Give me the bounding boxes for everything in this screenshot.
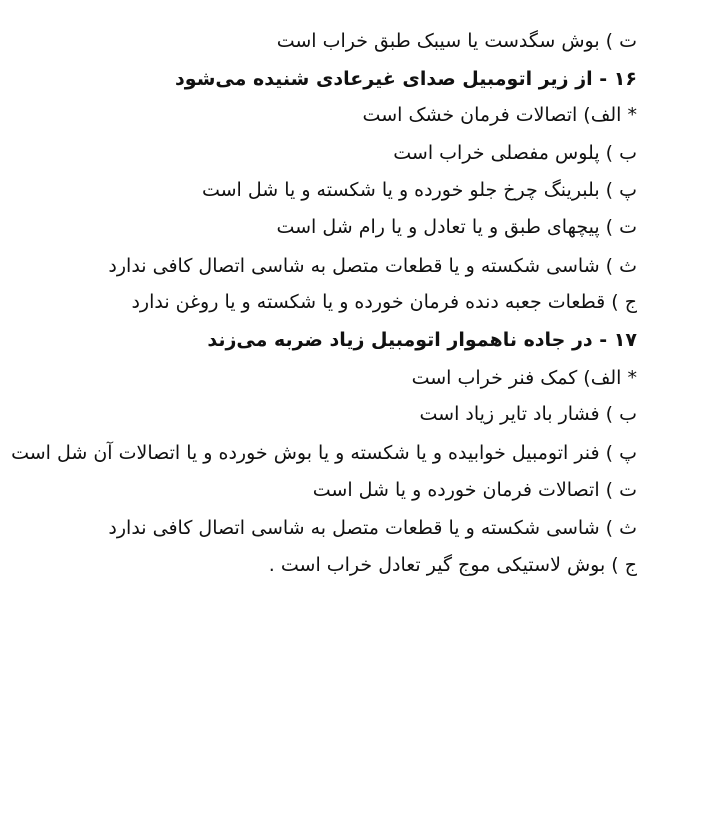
option-line: ت ) بوش سگدست یا سیبک طبق خراب است: [276, 30, 637, 52]
option-line: ج ) قطعات جعبه دنده فرمان خورده و یا شکسته و یا روغن ندارد: [131, 291, 637, 313]
question-heading: ۱۷ - در جاده ناهموار اتومبیل زیاد ضربه می‌زند: [207, 329, 637, 351]
option-line: ث ) شاسی شکسته و یا قطعات متصل به شاسی اتصال کافی ندارد: [108, 255, 637, 277]
option-line: ب ) پلوس مفصلی خراب است: [393, 142, 637, 164]
option-line: ب ) فشار باد تایر زیاد است: [419, 403, 637, 425]
option-line: ت ) اتصالات فرمان خورده و یا شل است: [312, 479, 637, 501]
option-line: ت ) پیچهای طبق و یا تعادل و یا رام شل است: [276, 216, 637, 238]
option-line: ث ) شاسی شکسته و یا قطعات متصل به شاسی اتصال کافی ندارد: [108, 517, 637, 539]
option-line: * الف) کمک فنر خراب است: [411, 367, 637, 389]
option-line: پ ) فنر اتومبیل خوابیده و یا شکسته و یا بوش خورده و یا اتصالات آن شل است: [11, 442, 637, 464]
option-line: * الف) اتصالات فرمان خشک است: [362, 104, 637, 126]
option-line: پ ) بلبرینگ چرخ جلو خورده و یا شکسته و یا شل است: [201, 179, 637, 201]
option-line: ج ) بوش لاستیکی موج گیر تعادل خراب است .: [268, 554, 637, 576]
question-heading: ۱۶ - از زیر اتومبیل صدای غیرعادی شنیده می‌شود: [175, 68, 637, 90]
